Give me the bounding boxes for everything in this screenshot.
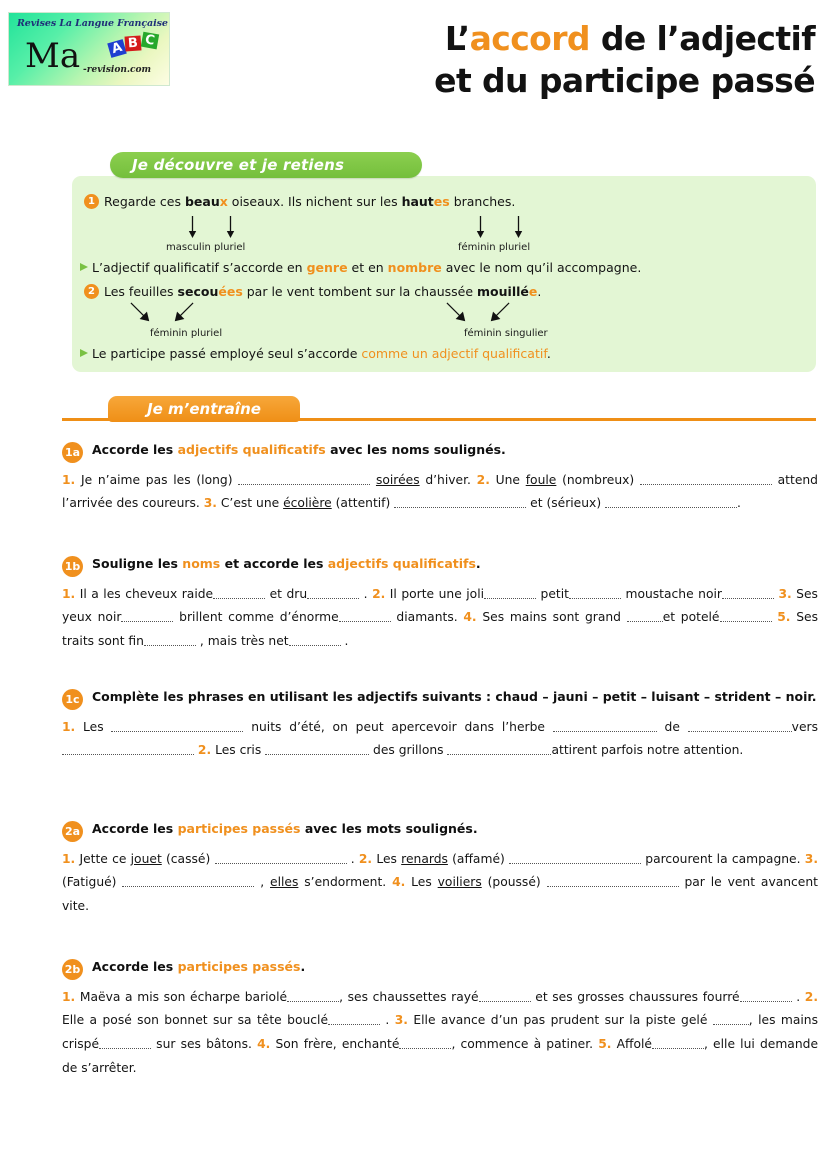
text-bold: .: [475, 556, 481, 571]
text-bold: .: [300, 959, 306, 974]
discover-box: [72, 176, 816, 372]
exercise-instruction: [62, 958, 818, 977]
answer-blank[interactable]: [238, 473, 370, 485]
exercise-instruction: [62, 441, 818, 460]
answer-blank[interactable]: [121, 610, 173, 622]
answer-blank[interactable]: [547, 875, 679, 887]
text-run: par le vent tombent sur la chaussée: [242, 284, 478, 299]
text-run: (cassé): [161, 851, 215, 866]
text-run: Affolé: [611, 1036, 652, 1051]
text-bold: avec les mots soulignés.: [300, 821, 478, 836]
answer-blank[interactable]: [399, 1037, 451, 1049]
text-bold-orange: adjectifs qualificatifs: [177, 442, 326, 457]
text-run: Les cris: [211, 743, 266, 758]
page-header: [0, 0, 827, 118]
question-number: 3.: [394, 1013, 408, 1028]
answer-blank[interactable]: [99, 1037, 151, 1049]
question-number: 2.: [804, 989, 819, 1004]
text-bold-orange: es: [433, 194, 450, 209]
exercise-badge: 2a: [62, 821, 83, 842]
text-run: , ses chaussettes rayé: [339, 989, 479, 1004]
arrow-down-icon: [514, 216, 523, 238]
discover-number-badge: 1: [84, 194, 99, 209]
question-number: 1.: [62, 719, 76, 734]
text-bold: avec les noms soulignés.: [325, 442, 506, 457]
answer-blank[interactable]: [122, 875, 254, 887]
answer-blank[interactable]: [627, 610, 663, 622]
text-bold: Accorde les: [92, 959, 178, 974]
answer-blank[interactable]: [307, 587, 359, 599]
answer-blank[interactable]: [62, 743, 194, 755]
text-run: Les: [405, 875, 438, 890]
text-run: .: [546, 346, 551, 361]
answer-blank[interactable]: [215, 852, 347, 864]
discover-content: [72, 176, 816, 372]
text-bold-orange: noms: [182, 556, 221, 571]
answer-blank[interactable]: [640, 473, 772, 485]
text-bold-orange: adjectifs qualificatifs: [327, 556, 476, 571]
discover-label-feminin-singulier: féminin singulier: [464, 328, 548, 339]
text-run: et (sérieux): [526, 496, 606, 511]
text-run: Le participe passé employé seul s’accorde: [92, 346, 362, 361]
text-run: (Fatigué): [62, 875, 123, 890]
text-run: sur ses bâtons.: [151, 1036, 258, 1051]
answer-blank[interactable]: [605, 496, 737, 508]
text-run: ,: [254, 875, 271, 890]
text-run: Il a les cheveux raide: [75, 586, 214, 601]
discover-label-masculin-pluriel: masculin pluriel: [166, 242, 246, 253]
text-bold: et accorde les: [220, 556, 328, 571]
answer-blank[interactable]: [328, 1013, 380, 1025]
answer-blank[interactable]: [287, 990, 339, 1002]
discover-rule-2: [80, 346, 551, 361]
abc-block-b: B: [124, 35, 141, 51]
discover-tab-label: Je découvre et je retiens: [132, 156, 345, 174]
answer-blank[interactable]: [111, 720, 243, 732]
text-run: Une: [489, 472, 526, 487]
answer-blank[interactable]: [394, 496, 526, 508]
answer-blank[interactable]: [553, 720, 657, 732]
text-run: L’adjectif qualificatif s’accorde en: [92, 260, 307, 275]
text-run: .: [359, 586, 373, 601]
answer-blank[interactable]: [144, 634, 196, 646]
text-run: , mais très net: [195, 633, 289, 648]
question-number: 4.: [392, 875, 406, 890]
question-number: 2.: [197, 743, 212, 758]
bullet-triangle-icon: [80, 263, 88, 271]
text-run: , elle lui demande de s’arrêter.: [62, 1036, 819, 1075]
title-line1-pre: L’: [444, 19, 470, 58]
text-bold: Souligne les: [92, 556, 183, 571]
text-run: par le vent avancent vite.: [62, 875, 818, 913]
underlined-word: renards: [401, 851, 448, 866]
text-run: et en: [347, 260, 388, 275]
answer-blank[interactable]: [213, 587, 265, 599]
discover-section-tab: [110, 152, 422, 178]
exercise-1c: [62, 688, 818, 763]
exercise-1b: [62, 555, 818, 654]
text-bold: haut: [401, 194, 434, 209]
abc-blocks-icon: [109, 33, 165, 59]
text-bold-orange: e: [528, 284, 538, 299]
text-run: Son frère, enchanté: [270, 1036, 400, 1051]
answer-blank[interactable]: [265, 743, 369, 755]
text-bold-orange: participes passés: [177, 821, 301, 836]
text-run: s’endorment.: [298, 875, 393, 890]
exercise-badge: 2b: [62, 959, 83, 980]
text-run: Elle avance d’un pas prudent sur la piste gelé: [407, 1013, 713, 1028]
bullet-triangle-icon: [80, 349, 88, 357]
arrow-diagonal-icon: [130, 302, 152, 324]
text-bold: Accorde les: [92, 821, 178, 836]
text-run: attend l’arrivée des coureurs.: [62, 472, 818, 511]
text-run: Ses traits sont fin: [62, 610, 818, 648]
exercise-body: [62, 716, 818, 763]
logo-domain: -revision.com: [83, 65, 152, 75]
answer-blank[interactable]: [484, 587, 536, 599]
answer-blank[interactable]: [569, 587, 621, 599]
text-run: branches.: [449, 194, 516, 209]
site-logo: [8, 12, 170, 86]
text-run: (poussé): [481, 875, 547, 890]
text-bold-orange: ées: [218, 284, 243, 299]
question-number: 4.: [463, 610, 477, 625]
answer-blank[interactable]: [688, 720, 792, 732]
text-bold-orange: x: [219, 194, 228, 209]
exercise-badge: 1a: [62, 442, 83, 463]
text-run: brillent comme d’énorme: [173, 610, 339, 625]
question-number: 1.: [62, 851, 76, 866]
text-run: Regarde ces: [104, 194, 185, 209]
answer-blank[interactable]: [289, 634, 341, 646]
exercise-1a: [62, 441, 818, 516]
text-run: et potelé: [662, 610, 720, 625]
abc-block-c: C: [141, 32, 159, 49]
text-run: .: [791, 989, 805, 1004]
answer-blank[interactable]: [720, 610, 772, 622]
text-run: Les feuilles: [104, 284, 178, 299]
text-run: .: [537, 284, 542, 299]
text-run: (affamé): [447, 851, 510, 866]
exercise-body: [62, 986, 818, 1080]
logo-brand: Ma: [25, 36, 81, 76]
underlined-word: jouet: [130, 851, 162, 866]
title-accent-word: accord: [469, 19, 590, 58]
text-bold: Complète les phrases en utilisant les adjectifs suivants : chaud – jauni – petit – luisant – strident – noir.: [92, 689, 817, 704]
underlined-word: elles: [270, 875, 299, 890]
text-orange: comme un adjectif qualificatif: [361, 346, 547, 361]
exercise-instruction: [62, 820, 818, 839]
text-run: attirent parfois notre attention.: [551, 743, 744, 758]
underlined-word: écolière: [283, 496, 332, 511]
exercise-body: [62, 583, 818, 654]
text-run: .: [340, 633, 349, 648]
text-bold: beau: [184, 194, 220, 209]
text-run: avec le nom qu’il accompagne.: [441, 260, 642, 275]
question-number: 2.: [476, 472, 490, 487]
question-number: 1.: [62, 472, 76, 487]
text-run: parcourent la campagne.: [641, 851, 805, 866]
question-number: 5.: [598, 1036, 612, 1051]
text-run: Ses mains sont grand: [476, 610, 627, 625]
question-number: 3.: [778, 586, 792, 601]
arrow-diagonal-icon: [446, 302, 468, 324]
exercise-badge: 1b: [62, 556, 83, 577]
question-number: 4.: [257, 1036, 271, 1051]
answer-blank[interactable]: [713, 1013, 749, 1025]
question-number: 2.: [372, 586, 386, 601]
answer-blank[interactable]: [479, 990, 531, 1002]
exercise-2a: [62, 820, 818, 919]
discover-label-feminin-pluriel: féminin pluriel: [458, 242, 531, 253]
question-number: 3.: [203, 496, 217, 511]
question-number: 3.: [804, 851, 818, 866]
practice-tab-label: Je m’entraîne: [147, 400, 261, 418]
arrow-diagonal-icon: [172, 302, 194, 324]
text-run: .: [380, 1013, 395, 1028]
underlined-word: foule: [525, 472, 557, 487]
abc-block-a: A: [107, 39, 127, 58]
exercise-body: [62, 848, 818, 919]
discover-number-badge: 2: [84, 284, 99, 299]
text-bold-orange: genre: [306, 260, 348, 275]
answer-blank[interactable]: [722, 587, 774, 599]
text-run: nuits d’été, on peut apercevoir dans l’herbe: [243, 719, 553, 734]
text-run: (nombreux): [556, 472, 640, 487]
arrow-down-icon: [188, 216, 197, 238]
logo-tagline: Revises La Langue Française: [17, 18, 168, 29]
answer-blank[interactable]: [509, 852, 641, 864]
text-bold-orange: participes passés: [177, 959, 301, 974]
text-run: Jette ce: [75, 851, 131, 866]
text-run: Il porte une joli: [385, 586, 485, 601]
text-run: Elle a posé son bonnet sur sa tête bouclé: [62, 1013, 329, 1028]
text-run: des grillons: [369, 743, 448, 758]
answer-blank[interactable]: [447, 743, 551, 755]
exercise-2b: [62, 958, 818, 1080]
question-number: 2.: [358, 851, 373, 866]
discover-sentence-1: [84, 194, 515, 209]
arrow-diagonal-icon: [488, 302, 510, 324]
text-run: , commence à patiner.: [451, 1036, 599, 1051]
question-number: 1.: [62, 989, 76, 1004]
question-number: 1.: [62, 586, 76, 601]
answer-blank[interactable]: [339, 610, 391, 622]
text-run: de: [656, 719, 688, 734]
arrow-down-icon: [476, 216, 485, 238]
text-run: diamants.: [390, 610, 464, 625]
text-run: C’est une: [216, 496, 284, 511]
arrow-down-icon: [226, 216, 235, 238]
answer-blank[interactable]: [740, 990, 792, 1002]
text-run: , les mains crispé: [62, 1013, 818, 1051]
text-run: Les: [75, 719, 112, 734]
text-run: d’hiver.: [419, 472, 477, 487]
underlined-word: voiliers: [437, 875, 482, 890]
text-bold-orange: nombre: [387, 260, 442, 275]
text-run: moustache noir: [620, 586, 722, 601]
exercise-badge: 1c: [62, 689, 83, 710]
text-bold: mouillé: [477, 284, 529, 299]
text-run: .: [737, 496, 741, 511]
discover-sentence-2: [84, 284, 541, 299]
exercise-body: [62, 469, 818, 516]
exercise-instruction: [62, 688, 818, 707]
title-line1-post: de l’adjectif: [589, 19, 815, 58]
text-run: oiseaux. Ils nichent sur les: [227, 194, 402, 209]
discover-label-feminin-pluriel-2: féminin pluriel: [150, 328, 223, 339]
page-title: [255, 18, 815, 102]
underlined-word: soirées: [375, 472, 420, 487]
text-run: Ses yeux noir: [62, 586, 818, 625]
answer-blank[interactable]: [652, 1037, 704, 1049]
text-run: Je n’aime pas les (long): [75, 472, 239, 487]
text-run: et dru: [265, 586, 308, 601]
practice-section-tab: [108, 396, 300, 422]
text-run: vers: [791, 719, 818, 734]
exercise-instruction: [62, 555, 818, 574]
text-run: (attentif): [331, 496, 395, 511]
text-bold: Accorde les: [92, 442, 178, 457]
text-bold: secou: [177, 284, 219, 299]
question-number: 5.: [777, 610, 791, 625]
title-line2: et du participe passé: [434, 61, 815, 101]
text-run: Maëva a mis son écharpe bariolé: [75, 989, 288, 1004]
text-run: Les: [372, 851, 402, 866]
text-run: .: [346, 851, 359, 866]
text-run: et ses grosses chaussures fourré: [530, 989, 740, 1004]
discover-rule-1: [80, 260, 641, 275]
text-run: petit: [536, 586, 569, 601]
